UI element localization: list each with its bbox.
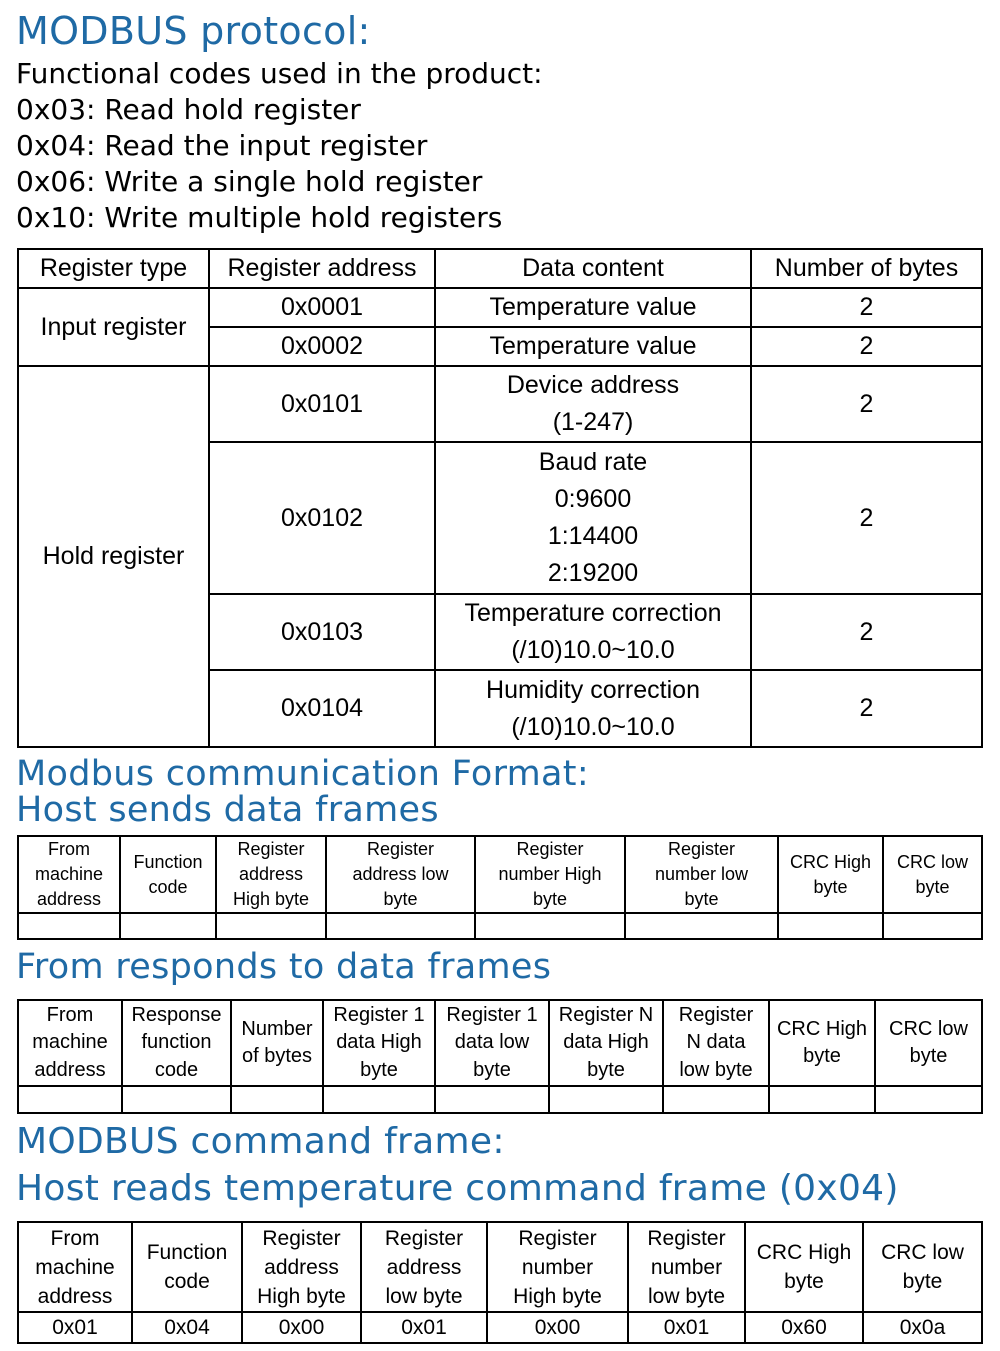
header-register-address-high: Register address High byte [216, 836, 326, 913]
empty-cell [231, 1086, 323, 1113]
value-from-machine-address: 0x01 [18, 1312, 132, 1343]
header-register-1-data-high: Register 1 data High byte [323, 1000, 435, 1086]
value-register-number-low: 0x01 [628, 1312, 745, 1343]
function-code-10: 0x10: Write multiple hold registers [16, 201, 503, 234]
empty-cell [769, 1086, 875, 1113]
empty-cell [778, 913, 883, 939]
number-of-bytes: 2 [751, 594, 982, 670]
function-code-06: 0x06: Write a single hold register [16, 165, 483, 198]
value-register-number-high: 0x00 [487, 1312, 628, 1343]
page-title: MODBUS protocol: [16, 9, 371, 53]
command-frame-subheading: Host reads temperature command frame (0x04) [16, 1168, 899, 1209]
header-crc-low: CRC low byte [875, 1000, 982, 1086]
function-codes-heading: Functional codes used in the product: [16, 57, 543, 90]
value-register-address-high: 0x00 [242, 1312, 361, 1343]
data-content: Device address (1-247) [435, 366, 751, 442]
number-of-bytes: 2 [751, 288, 982, 327]
value-crc-high: 0x60 [745, 1312, 863, 1343]
group-input-register: Input register [18, 288, 209, 366]
number-of-bytes: 2 [751, 442, 982, 594]
number-of-bytes: 2 [751, 366, 982, 442]
table-row [18, 366, 982, 442]
header-crc-high: CRC High byte [745, 1222, 863, 1312]
table-row [18, 288, 982, 327]
register-address: 0x0002 [209, 327, 435, 366]
empty-cell [435, 1086, 549, 1113]
register-address: 0x0102 [209, 442, 435, 594]
header-register-1-data-low: Register 1 data low byte [435, 1000, 549, 1086]
number-of-bytes: 2 [751, 327, 982, 366]
header-data-content: Data content [435, 249, 751, 288]
host-send-frame-table [17, 835, 983, 940]
empty-cell [18, 913, 120, 939]
function-code-04: 0x04: Read the input register [16, 129, 428, 162]
empty-cell [122, 1086, 231, 1113]
table-row [18, 913, 982, 939]
header-crc-low: CRC low byte [863, 1222, 982, 1312]
value-function-code: 0x04 [132, 1312, 242, 1343]
header-number-of-bytes: Number of bytes [751, 249, 982, 288]
empty-cell [120, 913, 216, 939]
value-register-address-low: 0x01 [361, 1312, 487, 1343]
empty-cell [625, 913, 778, 939]
header-register-address-low: Register address low byte [326, 836, 475, 913]
empty-cell [18, 1086, 122, 1113]
data-content: Humidity correction (/10)10.0~10.0 [435, 670, 751, 747]
empty-cell [549, 1086, 663, 1113]
header-from-machine-address: From machine address [18, 836, 120, 913]
empty-cell [883, 913, 982, 939]
data-content: Temperature value [435, 327, 751, 366]
data-content: Temperature value [435, 288, 751, 327]
header-crc-low: CRC low byte [883, 836, 982, 913]
header-register-type: Register type [18, 249, 209, 288]
header-register-number-low: Register number low byte [625, 836, 778, 913]
header-register-number-high: Register number High byte [487, 1222, 628, 1312]
header-function-code: Function code [132, 1222, 242, 1312]
command-frame-table [17, 1221, 983, 1344]
header-crc-high: CRC High byte [778, 836, 883, 913]
group-hold-register: Hold register [18, 366, 209, 747]
header-crc-high: CRC High byte [769, 1000, 875, 1086]
header-from-machine-address: From machine address [18, 1000, 122, 1086]
empty-cell [216, 913, 326, 939]
register-address: 0x0101 [209, 366, 435, 442]
data-content: Temperature correction (/10)10.0~10.0 [435, 594, 751, 670]
table-row [18, 1312, 982, 1343]
number-of-bytes: 2 [751, 670, 982, 747]
register-address: 0x0001 [209, 288, 435, 327]
header-register-address-low: Register address low byte [361, 1222, 487, 1312]
header-register-address: Register address [209, 249, 435, 288]
function-code-03: 0x03: Read hold register [16, 93, 361, 126]
header-register-n-data-low: Register N data low byte [663, 1000, 769, 1086]
comm-format-heading: Modbus communication Format: [16, 754, 589, 794]
register-table [17, 248, 983, 748]
header-register-number-low: Register number low byte [628, 1222, 745, 1312]
register-address: 0x0103 [209, 594, 435, 670]
header-from-machine-address: From machine address [18, 1222, 132, 1312]
table-row [18, 1086, 982, 1113]
empty-cell [663, 1086, 769, 1113]
slave-responds-heading: From responds to data frames [16, 947, 552, 987]
header-response-function-code: Response function code [122, 1000, 231, 1086]
host-sends-heading: Host sends data frames [16, 790, 439, 830]
empty-cell [875, 1086, 982, 1113]
empty-cell [323, 1086, 435, 1113]
header-register-n-data-high: Register N data High byte [549, 1000, 663, 1086]
header-register-address-high: Register address High byte [242, 1222, 361, 1312]
empty-cell [326, 913, 475, 939]
value-crc-low: 0x0a [863, 1312, 982, 1343]
header-number-of-bytes: Number of bytes [231, 1000, 323, 1086]
register-address: 0x0104 [209, 670, 435, 747]
command-frame-heading: MODBUS command frame: [16, 1121, 505, 1162]
data-content: Baud rate 0:9600 1:14400 2:19200 [435, 442, 751, 594]
header-function-code: Function code [120, 836, 216, 913]
response-frame-table [17, 999, 983, 1114]
empty-cell [475, 913, 625, 939]
header-register-number-high: Register number High byte [475, 836, 625, 913]
